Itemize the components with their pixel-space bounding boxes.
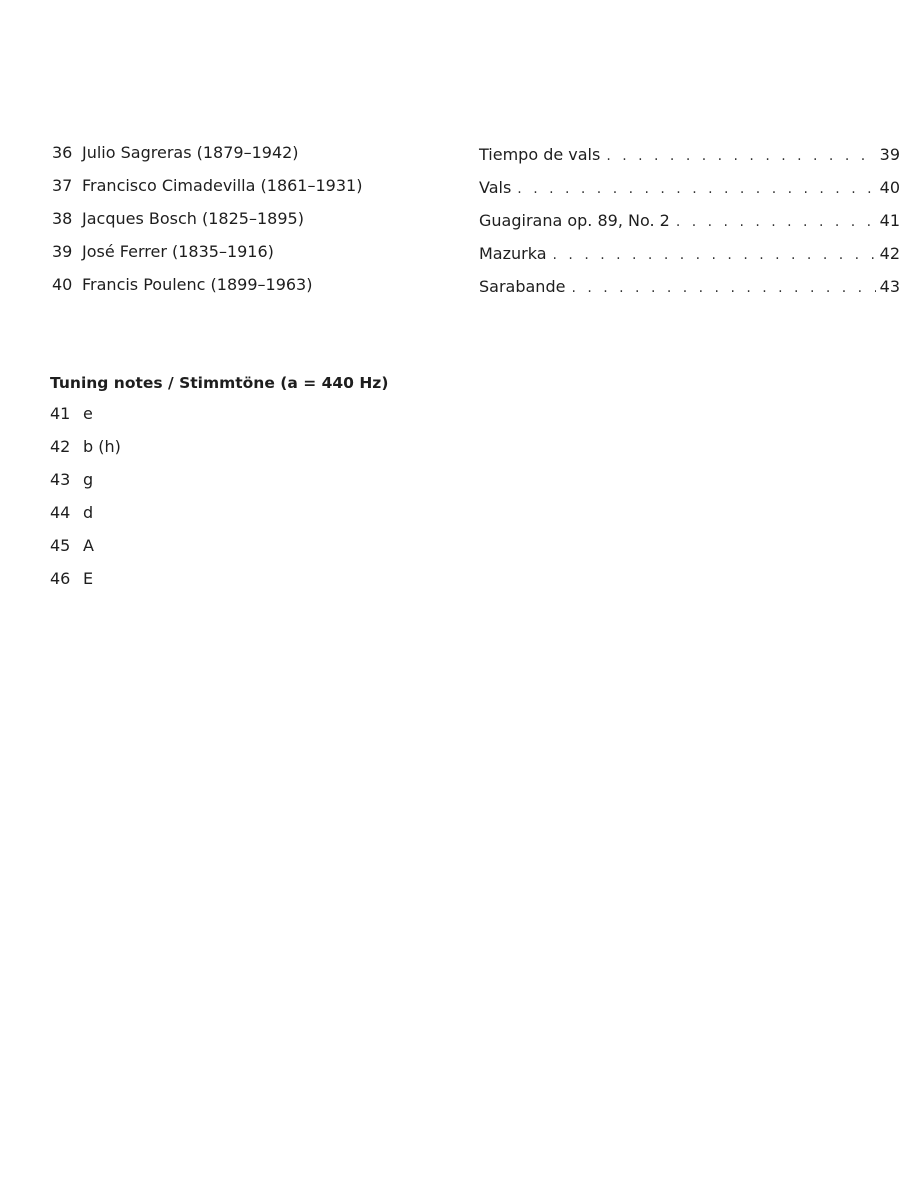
track-number: 36 xyxy=(52,143,73,162)
composer-name: Francisco Cimadevilla (1861–1931) xyxy=(82,176,363,195)
note-name: g xyxy=(83,470,94,489)
tuning-note-entry xyxy=(50,567,470,600)
tuning-note-entry xyxy=(50,534,470,567)
piece-title: Tiempo de vals xyxy=(479,145,601,164)
note-name: b (h) xyxy=(83,437,121,456)
composer-entry-37 xyxy=(52,174,452,207)
dot-leader xyxy=(606,144,875,168)
composer-name: Jacques Bosch (1825–1895) xyxy=(82,209,304,228)
page-number: 41 xyxy=(879,211,900,230)
tuning-note-entry xyxy=(50,402,470,435)
track-number: 45 xyxy=(50,536,71,555)
tuning-heading: Tuning notes / Stimmtöne (a = 440 Hz) xyxy=(50,374,389,392)
piece-title: Sarabande xyxy=(479,277,566,296)
composer-entry-39 xyxy=(52,240,452,273)
composer-entry-36 xyxy=(52,141,452,174)
dot-leader xyxy=(676,210,876,234)
piece-entry xyxy=(479,242,900,275)
piece-entry xyxy=(479,143,900,176)
track-number: 37 xyxy=(52,176,73,195)
page-number: 43 xyxy=(879,277,900,296)
dot-leader xyxy=(517,177,875,201)
piece-title: Vals xyxy=(479,178,512,197)
track-number: 38 xyxy=(52,209,73,228)
composer-name: Julio Sagreras (1879–1942) xyxy=(82,143,299,162)
track-number: 44 xyxy=(50,503,71,522)
tuning-notes-section xyxy=(50,372,470,600)
composer-name: Francis Poulenc (1899–1963) xyxy=(82,275,313,294)
composer-entry-38 xyxy=(52,207,452,240)
piece-entry xyxy=(479,275,900,308)
note-name: A xyxy=(83,536,94,555)
track-number: 39 xyxy=(52,242,73,261)
page-number: 39 xyxy=(879,145,900,164)
piece-title: Guagirana op. 89, No. 2 xyxy=(479,211,670,230)
track-number: 41 xyxy=(50,404,71,423)
piece-entry xyxy=(479,176,900,209)
track-number: 43 xyxy=(50,470,71,489)
track-number: 42 xyxy=(50,437,71,456)
track-number: 40 xyxy=(52,275,73,294)
tuning-note-entry xyxy=(50,435,470,468)
piece-list xyxy=(479,143,900,308)
tuning-note-entry xyxy=(50,501,470,534)
composer-entry-40 xyxy=(52,273,452,306)
page-number: 40 xyxy=(879,178,900,197)
dot-leader xyxy=(571,276,875,300)
note-name: E xyxy=(83,569,94,588)
dot-leader xyxy=(553,243,876,267)
note-name: e xyxy=(83,404,93,423)
piece-entry xyxy=(479,209,900,242)
track-number: 46 xyxy=(50,569,71,588)
piece-title: Mazurka xyxy=(479,244,547,263)
tuning-note-entry xyxy=(50,468,470,501)
composer-name: José Ferrer (1835–1916) xyxy=(82,242,274,261)
note-name: d xyxy=(83,503,94,522)
page-number: 42 xyxy=(879,244,900,263)
composer-list xyxy=(52,141,452,306)
